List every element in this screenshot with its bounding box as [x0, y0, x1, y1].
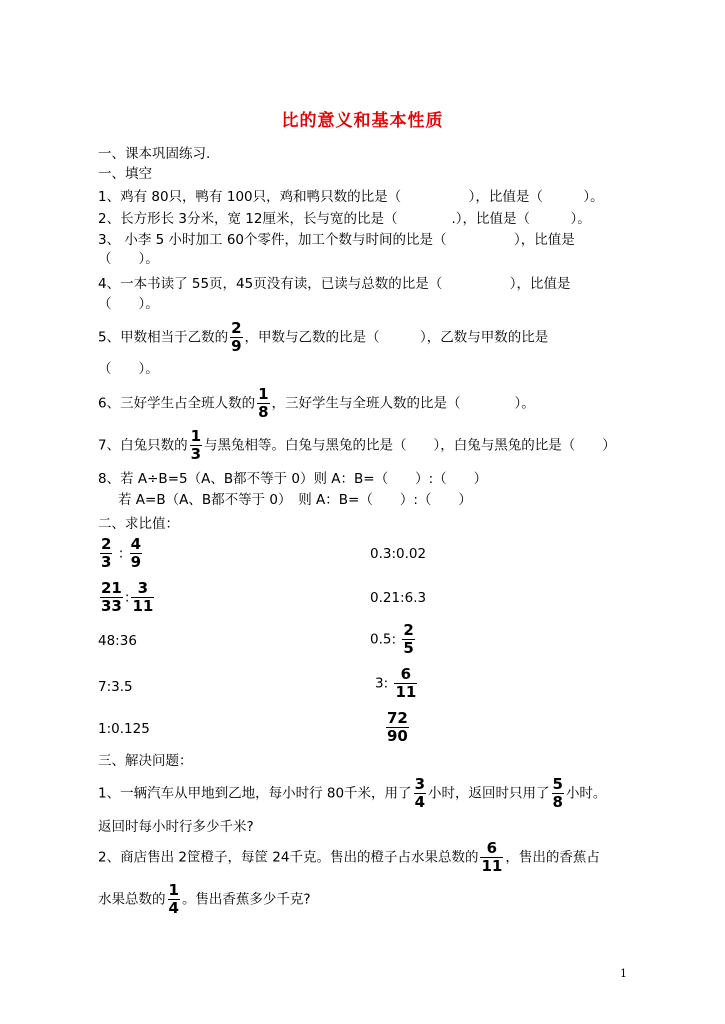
problem-2: 2、商店售出 2筐橙子，每筐 24千克。售出的橙子占水果总数的 $\frac{6}{11}$ ，售出的香蕉占 — [98, 839, 600, 875]
fraction: $\frac{2}{3}$ — [101, 535, 112, 571]
fraction: $\frac{6}{11}$ — [481, 839, 503, 875]
problem-1: 1、一辆汽车从甲地到乙地，每小时行 80千米，用了 $\frac{3}{4}$ 小时，返回时只用了 $\frac{5}{8}$ 小时。 — [98, 775, 607, 811]
question-text: 与黑兔相等。白兔与黑兔的比是（ ），白兔与黑兔的比是（ ） — [204, 437, 616, 454]
fraction: $\frac{2}{9}$ — [231, 319, 242, 355]
question-5 — [98, 320, 548, 355]
question-7 — [98, 428, 616, 463]
question-text: ，三好学生与全班人数的比是（ ）。 — [271, 395, 535, 412]
question-2: 2、长方形长 3分米，宽 12厘米，长与宽的比是（ .），比值是（ ）。 — [98, 211, 591, 227]
problem-2-cont: 水果总数的 $\frac{1}{4}$ 。售出香蕉多少千克? — [98, 881, 311, 917]
fraction: $\frac{6}{11}$ — [395, 665, 417, 701]
fraction: $\frac{1}{8}$ — [258, 385, 269, 421]
page-number: 1 — [620, 967, 627, 980]
fraction: $\frac{1}{4}$ — [168, 881, 179, 917]
ratio-item: 1:0.125 — [98, 721, 150, 737]
ratio-item: 0.3:0.02 — [370, 546, 427, 562]
question-1: 1、鸡有 80只，鸭有 100只，鸡和鸭只数的比是（ ），比值是（ ）。 — [98, 189, 604, 205]
ratio-colon: : — [118, 545, 124, 562]
question-8-cont: 若 A=B（A、B都不等于 0） 则 A：B=（ ）:（ ） — [118, 492, 472, 508]
fraction: $\frac{1}{3}$ — [190, 427, 202, 463]
question-5-cont: （ ）。 — [98, 361, 159, 377]
question-text: 6、三好学生占全班人数的 — [98, 395, 256, 412]
page-title: 比的意义和基本性质 — [281, 111, 444, 131]
section-heading: 二、求比值： — [98, 516, 179, 532]
question-3-cont: （ ）。 — [98, 251, 159, 267]
ratio-item — [98, 580, 156, 615]
ratio-item: 0.5: $\frac{2}{5}$ — [370, 621, 414, 657]
ratio-item — [384, 710, 411, 745]
question-text: 7、白兔只数的 — [98, 437, 188, 454]
question-4-cont: （ ）。 — [98, 296, 159, 312]
section-heading: 一、课本巩固练习. — [98, 146, 211, 162]
question-8: 8、若 A÷B=5（A、B都不等于 0）则 A：B=（ ）:（ ） — [98, 471, 488, 487]
question-4: 4、一本书读了 55页，45页没有读，已读与总数的比是（ ），比值是 — [98, 276, 571, 292]
ratio-item: 48:36 — [98, 633, 137, 649]
question-text: 5、甲数相当于乙数的 — [98, 329, 229, 346]
question-6 — [98, 386, 535, 421]
fraction: $\frac{2}{5}$ — [403, 621, 414, 657]
fraction: $\frac{3}{11}$ — [132, 579, 154, 615]
ratio-item: 7:3.5 — [98, 679, 133, 695]
fraction: $\frac{5}{8}$ — [552, 775, 563, 811]
question-3: 3、 小李 5 小时加工 60个零件，加工个数与时间的比是（ ），比值是 — [98, 232, 575, 248]
problem-1-cont: 返回时每小时行多少千米? — [98, 819, 254, 835]
fraction: $\frac{3}{4}$ — [414, 775, 425, 811]
fraction: $\frac{72}{90}$ — [387, 709, 408, 745]
ratio-item: 3: $\frac{6}{11}$ — [375, 665, 417, 701]
ratio-item: 0.21:6.3 — [370, 590, 427, 606]
ratio-colon: : — [124, 589, 130, 606]
ratio-item — [98, 536, 144, 571]
fraction: $\frac{21}{33}$ — [101, 579, 122, 615]
fraction: $\frac{4}{9}$ — [130, 535, 142, 571]
question-text: ，甲数与乙数的比是（ ），乙数与甲数的比是 — [244, 329, 549, 346]
subsection-heading: 一、填空 — [98, 166, 152, 182]
section-heading: 三、解决问题： — [98, 753, 193, 769]
